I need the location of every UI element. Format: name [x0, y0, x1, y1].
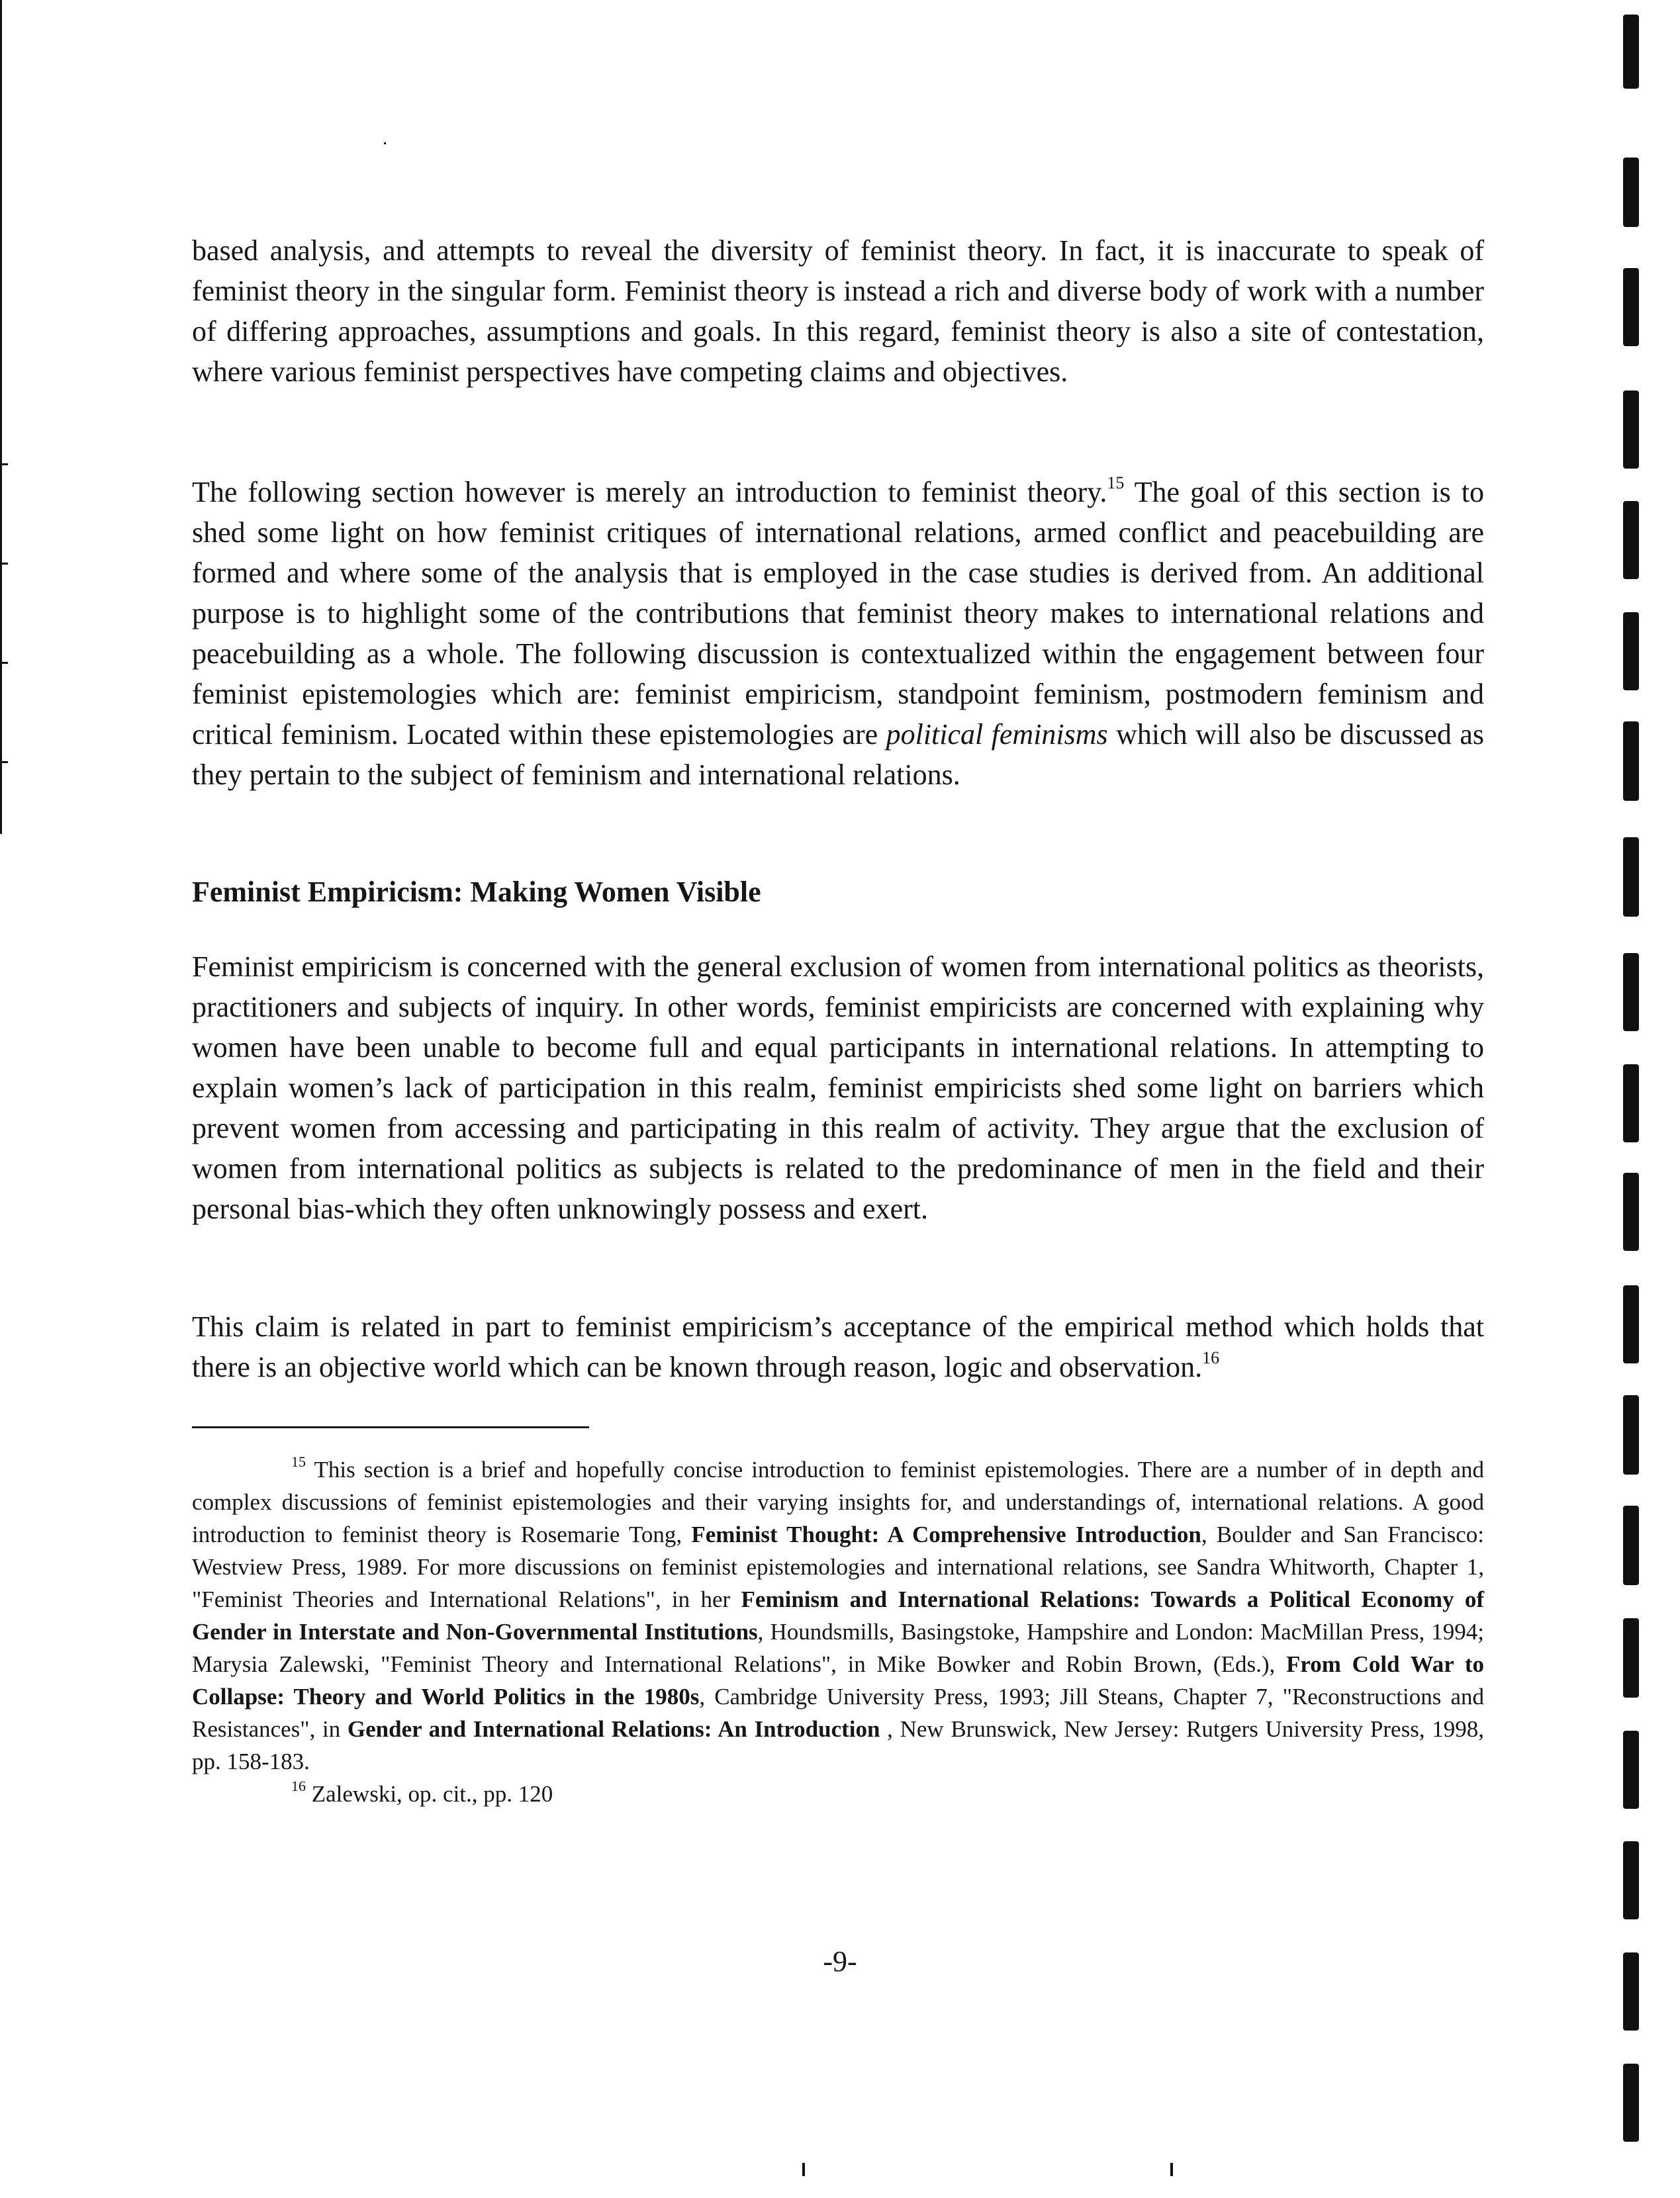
binding-bar [1623, 612, 1639, 690]
binding-bar [1623, 1731, 1639, 1809]
binding-bar [1623, 268, 1639, 346]
section-heading: Feminist Empiricism: Making Women Visible [192, 876, 761, 908]
binding-bar [1623, 953, 1639, 1031]
footnote-text: , New Brunswick, New Jersey: Rutgers University Press, 1998, pp. 158-183. [192, 1716, 1484, 1774]
binding-bar [1623, 1064, 1639, 1142]
binding-bar [1623, 1285, 1639, 1363]
paragraph-section-overview [192, 472, 1484, 795]
footnote-text: , Houndsmills, Basingstoke, Hampshire and London: MacMillan Press, 1994; Marysia Zalewski, "Feminist Theory and International Relations", in Mike Bowker and Robin Brown, (Eds.), [192, 1619, 1484, 1677]
paragraph-empirical-method [192, 1306, 1484, 1387]
scan-speck [1170, 2163, 1173, 2176]
footnote-number: 16 [291, 1778, 306, 1794]
binding-bar [1623, 158, 1639, 227]
paragraph-feminist-empiricism: Feminist empiricism is concerned with the general exclusion of women from international politics as theorists, practitioners and subjects of inquiry. In other words, feminist empiricists are concerned with explaining why women have been unable to become full and equal participants in international relations. In attempting to explain women’s lack of participation in this realm, feminist empiricists shed some light on barriers which prevent women from accessing and participating in this realm of activity. They argue that the exclusion of women from international politics as subjects is related to the predominance of men in the field and their personal bias-which they often unknowingly possess and exert. [192, 950, 1484, 1225]
binding-bar [1623, 501, 1639, 579]
binding-bar [1623, 837, 1639, 917]
footnote-text: Zalewski, op. cit., pp. 120 [306, 1781, 553, 1807]
binding-bar [1623, 390, 1639, 469]
paragraph-text: This claim is related in part to feminist empiricism’s acceptance of the empirical method which holds that there is an objective world which can be known through reason, logic and observation. [192, 1310, 1484, 1383]
scan-margin-tick [0, 463, 8, 465]
binding-bar [1623, 1618, 1639, 1698]
italic-term: political feminisms [886, 718, 1108, 751]
book-title: Feminism and International Relations: Towards a Political Economy of Gender in Interstate and Non-Governmental Institutions [192, 1586, 1484, 1645]
footnote-text: , Boulder and San Francisco: Westview Press, 1989. For more discussions on feminist epistemologies and international relations, see Sandra Whitworth, Chapter 1, "Feminist Theories and International Relations", in her [192, 1522, 1484, 1612]
binding-bar [1623, 1395, 1639, 1475]
footnote-16 [192, 1778, 1484, 1810]
footnote-text: , Cambridge University Press, 1993; Jill Steans, Chapter 7, "Reconstructions and Resistances", in [192, 1684, 1485, 1742]
binding-bar [1623, 1841, 1639, 1919]
footnote-text: This section is a brief and hopefully concise introduction to feminist epistemologies. There are a number of in depth and complex discussions of feminist epistemologies and their varying insights for, and understandings of, international relations. A good introduction to feminist theory is Rosemarie Tong, [192, 1457, 1484, 1547]
binding-bar [1623, 721, 1639, 801]
paragraph-text: The following section however is merely an introduction to feminist theory. [192, 476, 1107, 508]
scan-margin-tick [0, 662, 8, 664]
paragraph-text: which will also be discussed as they pertain to the subject of feminism and international relations. [192, 718, 1484, 791]
paragraph-intro-continued: based analysis, and attempts to reveal the diversity of feminist theory. In fact, it is inaccurate to speak of feminist theory in the singular form. Feminist theory is instead a rich and diverse body of work with a number of differing approaches, assumptions and goals. In this regard, feminist theory is also a site of contestation, where various feminist perspectives have competing claims and objectives. [192, 234, 1484, 388]
page-number: -9- [823, 1945, 857, 1978]
paragraph-text: The goal of this section is to shed some light on how feminist critiques of international relations, armed conflict and peacebuilding are formed and where some of the analysis that is employed in the case studies is derived from. An additional purpose is to highlight some of the contributions that feminist theory makes to international relations and peacebuilding as a whole. The following discussion is contextualized within the engagement between four feminist epistemologies which are: feminist empiricism, standpoint feminism, postmodern feminism and critical feminism. Located within these epistemologies are [192, 476, 1485, 751]
scan-speck [802, 2163, 805, 2176]
footnote-15 [192, 1453, 1484, 1778]
binding-bar [1623, 2064, 1639, 2142]
binding-bar [1623, 15, 1639, 89]
footnote-ref-15[interactable]: 15 [1107, 473, 1125, 492]
binding-bar [1623, 1173, 1639, 1251]
footnote-separator [192, 1426, 589, 1428]
binding-bar [1623, 1506, 1639, 1585]
book-title: Gender and International Relations: An Introduction [347, 1716, 880, 1742]
footnote-number: 15 [291, 1453, 306, 1470]
book-title: From Cold War to Collapse: Theory and World Politics in the 1980s [192, 1651, 1484, 1710]
book-title: Feminist Thought: A Comprehensive Introduction [691, 1522, 1201, 1547]
footnote-ref-16[interactable]: 16 [1202, 1348, 1220, 1367]
scan-margin-tick [0, 761, 8, 763]
scan-margin-line [0, 0, 2, 834]
scan-speck [384, 142, 386, 144]
footnotes [192, 1453, 1484, 1810]
scan-margin-tick [0, 563, 8, 565]
